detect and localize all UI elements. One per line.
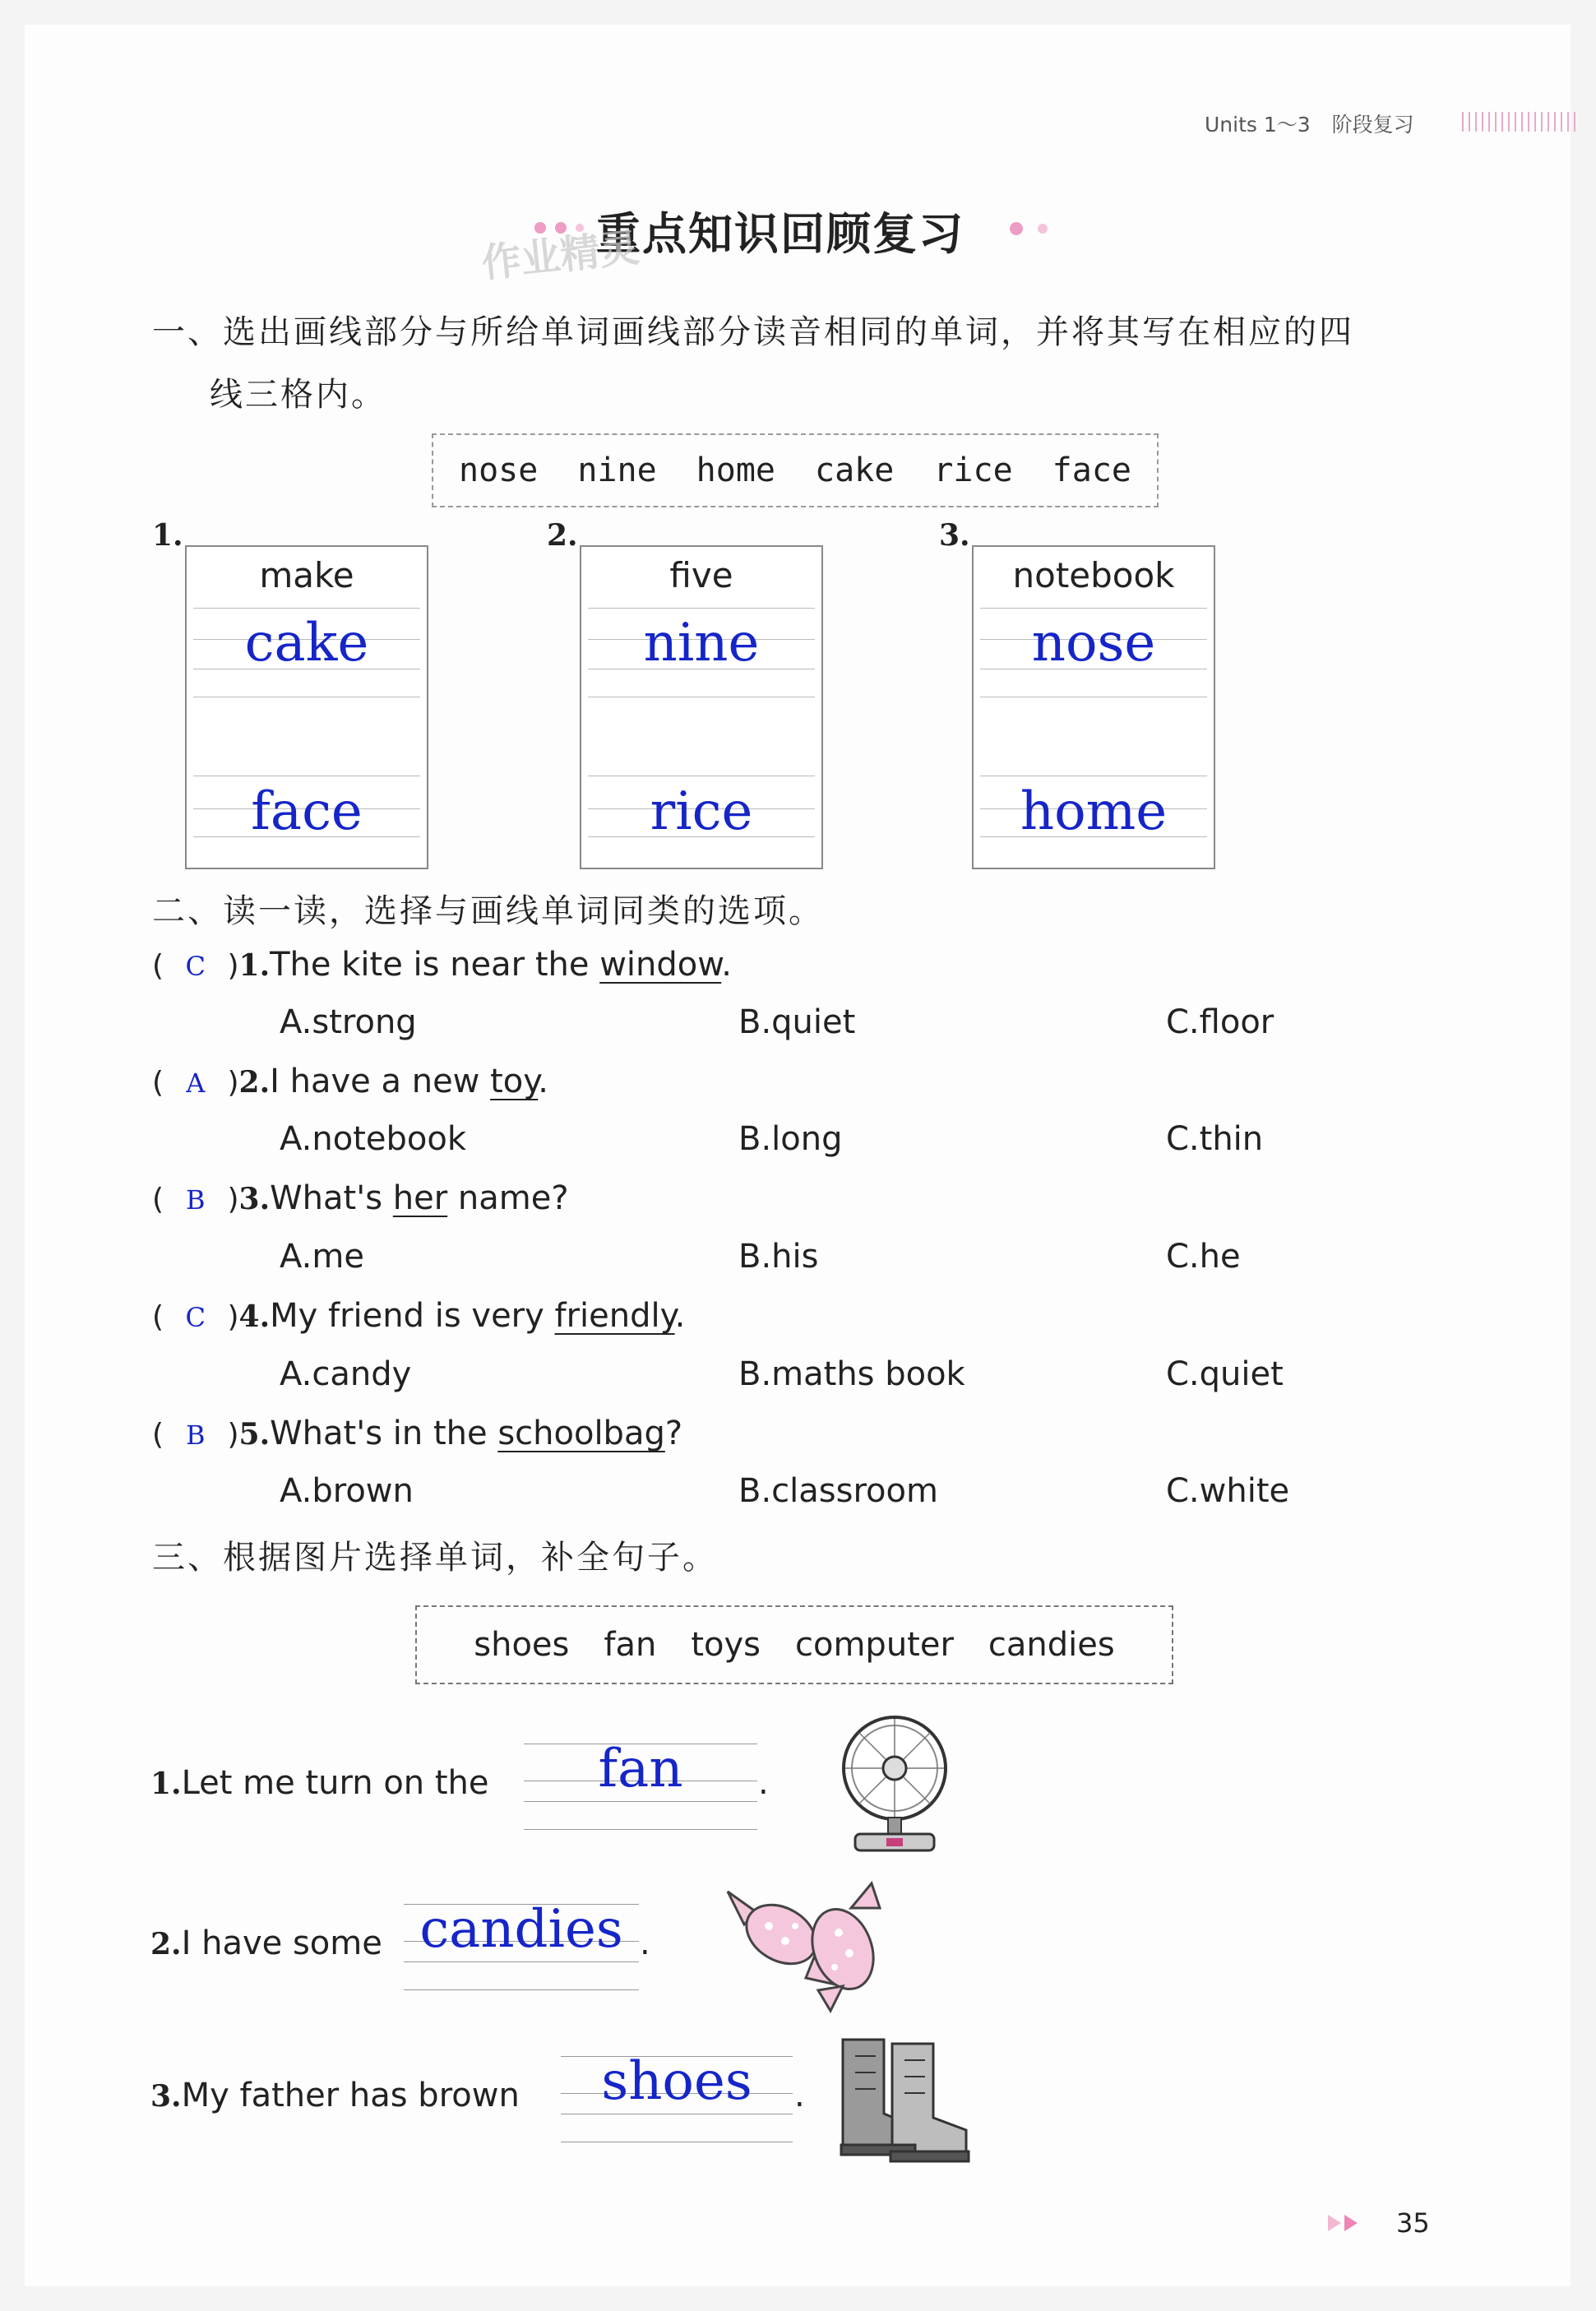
- option-a: A.me: [280, 1238, 364, 1276]
- word-bank-item: home: [696, 452, 775, 489]
- option-b: B.long: [738, 1120, 843, 1158]
- answer-word: candies: [419, 1899, 623, 1960]
- word-bank-1: [432, 433, 1159, 507]
- question-number: 2.: [238, 1065, 271, 1100]
- word-bank-item: cake: [815, 452, 895, 489]
- word-bank-item: toys: [691, 1626, 761, 1664]
- boots-icon: [835, 2031, 999, 2163]
- word-bank-item: nine: [577, 452, 657, 489]
- page-title: 重点知识回顾复习: [596, 207, 965, 260]
- answer-blank: [404, 1899, 639, 1990]
- answer-word: nose: [1031, 613, 1156, 674]
- sentence-number: 2.: [150, 1927, 182, 1961]
- unit-header: [1205, 109, 1414, 138]
- answer-word: fan: [598, 1739, 683, 1799]
- underlined-word: schoolbag: [497, 1415, 665, 1452]
- word-bank-item: rice: [933, 452, 1013, 489]
- option-b: B.his: [738, 1238, 819, 1276]
- candy-icon: [719, 1875, 892, 2015]
- question-row: ( C )1.The kite is near the window.: [152, 946, 732, 984]
- unit-label: Units 1～3: [1205, 113, 1311, 137]
- option-c: C.white: [1166, 1472, 1290, 1510]
- sentence-text: I have some: [181, 1924, 382, 1962]
- question-end: name?: [447, 1179, 569, 1217]
- phonics-card: [580, 545, 823, 869]
- sentence-text: My father has brown: [181, 2077, 520, 2114]
- option-c: C.he: [1166, 1238, 1241, 1276]
- answer-letter: C: [185, 951, 206, 982]
- option-b: B.maths book: [738, 1355, 965, 1393]
- question-text: What's: [270, 1179, 393, 1217]
- title-dot: [1010, 222, 1023, 235]
- page-number: 35: [1396, 2207, 1430, 2239]
- watermark-text: 作业精灵: [479, 225, 641, 287]
- underlined-word: toy: [490, 1063, 539, 1100]
- sentence-end: .: [758, 1764, 769, 1802]
- section1-heading: 一、选出画线部分与所给单词画线部分读音相同的单词，并将其写在相应的四: [152, 313, 1354, 351]
- answer-letter: B: [186, 1184, 206, 1216]
- question-end: ?: [664, 1415, 683, 1452]
- word-bank-item: face: [1052, 452, 1131, 489]
- underlined-word: friendly: [554, 1297, 675, 1335]
- answer-word: cake: [244, 613, 369, 674]
- header-stripe: [1462, 112, 1577, 132]
- review-label: 阶段复习: [1331, 113, 1414, 137]
- option-a: A.strong: [280, 1003, 417, 1041]
- question-row: ( A )2.I have a new toy.: [152, 1063, 548, 1100]
- target-word: make: [259, 555, 354, 595]
- page-arrow-icon: [1328, 2212, 1369, 2234]
- question-text: I have a new: [270, 1063, 491, 1100]
- section3-heading: 三、根据图片选择单词，补全句子。: [152, 1539, 718, 1577]
- word-bank-item: candies: [988, 1626, 1115, 1664]
- sentence-end: .: [640, 1924, 650, 1962]
- fan-icon: [837, 1715, 952, 1859]
- option-b: B.classroom: [738, 1472, 938, 1510]
- word-bank-item: shoes: [474, 1626, 570, 1664]
- word-bank-item: fan: [604, 1626, 657, 1664]
- question-number: 1.: [238, 948, 271, 983]
- sentence-row: [150, 2077, 520, 2114]
- target-word: five: [669, 555, 733, 595]
- question-number: 4.: [238, 1299, 271, 1334]
- answer-blank: [524, 1739, 757, 1830]
- target-word: notebook: [1012, 555, 1175, 595]
- section2-heading: 二、读一读，选择与画线单词同类的选项。: [152, 892, 824, 930]
- sentence-number: 1.: [150, 1767, 182, 1801]
- answer-blank: [561, 2051, 793, 2142]
- sentence-text: Let me turn on the: [181, 1764, 489, 1802]
- question-number: 5.: [238, 1417, 271, 1452]
- option-c: C.floor: [1166, 1003, 1274, 1041]
- sentence-end: .: [794, 2077, 805, 2114]
- sentence-number: 3.: [150, 2079, 182, 2114]
- question-text: The kite is near the: [270, 946, 600, 984]
- section1-heading-cont: 线三格内。: [210, 376, 386, 414]
- answer-letter: B: [186, 1419, 206, 1451]
- option-a: A.notebook: [280, 1120, 466, 1158]
- answer-word: rice: [650, 781, 753, 842]
- question-end: .: [538, 1063, 548, 1100]
- question-end: .: [721, 946, 732, 984]
- answer-word: home: [1020, 781, 1168, 842]
- sentence-row: [150, 1764, 489, 1802]
- question-text: What's in the: [270, 1415, 498, 1452]
- phonics-card: [185, 545, 428, 869]
- question-row: ( B )5.What's in the schoolbag?: [152, 1415, 683, 1452]
- option-c: C.thin: [1166, 1120, 1264, 1158]
- phonics-card: [972, 545, 1215, 869]
- underlined-word: window: [599, 946, 722, 984]
- answer-word: nine: [643, 613, 760, 674]
- question-row: ( C )4.My friend is very friendly.: [152, 1297, 686, 1335]
- group-number: 3.: [939, 518, 970, 553]
- option-c: C.quiet: [1166, 1355, 1284, 1393]
- question-text: My friend is very: [270, 1297, 555, 1335]
- answer-word: shoes: [601, 2051, 752, 2112]
- underlined-word: her: [392, 1179, 448, 1217]
- word-bank-2: [415, 1605, 1173, 1684]
- title-dot: [1038, 224, 1048, 234]
- option-a: A.candy: [280, 1355, 412, 1393]
- option-b: B.quiet: [738, 1003, 856, 1041]
- group-number: 1.: [152, 518, 183, 553]
- answer-letter: A: [186, 1068, 206, 1099]
- sentence-row: [150, 1924, 382, 1962]
- option-a: A.brown: [280, 1472, 414, 1510]
- group-number: 2.: [547, 518, 578, 553]
- question-row: ( B )3.What's her name?: [152, 1179, 569, 1217]
- question-number: 3.: [238, 1182, 271, 1216]
- word-bank-item: nose: [459, 452, 539, 489]
- question-end: .: [674, 1297, 686, 1335]
- word-bank-item: computer: [795, 1626, 954, 1664]
- answer-word: face: [251, 781, 363, 842]
- answer-letter: C: [185, 1302, 206, 1333]
